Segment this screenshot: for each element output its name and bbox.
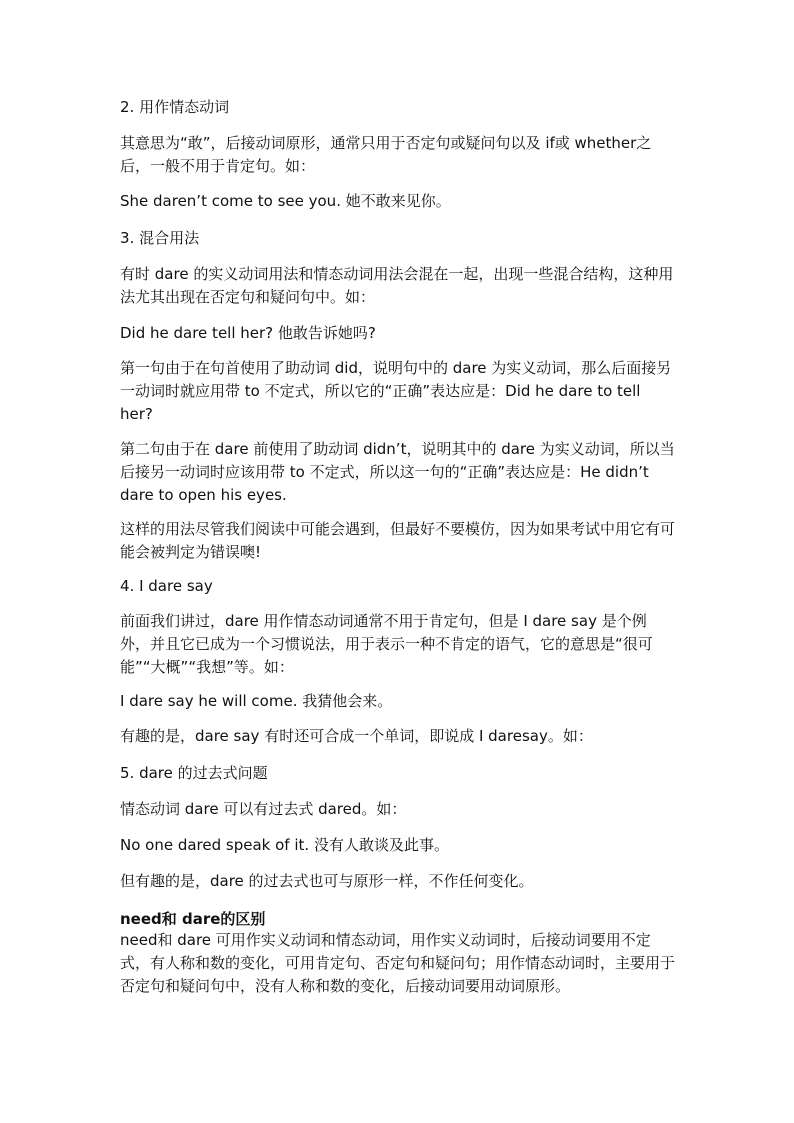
heading-i-dare-say: 4. I dare say xyxy=(120,577,213,595)
example-sentence-4: No one dared speak of it. 没有人敢谈及此事。 xyxy=(120,836,449,854)
paragraph-mixed: 有时 dare 的实义动词用法和情态动词用法会混在一起，出现一些混合结构，这种用法尤其出现在否定句和疑问句中。如： xyxy=(120,265,674,306)
heading-mixed-usage: 3. 混合用法 xyxy=(120,229,200,247)
section-body: need和 dare 可用作实义动词和情态动词，用作实义动词时，后接动词要用不定式，有人称和数的变化，可用肯定句、否定句和疑问句；用作情态动词时，主要用于否定句和疑问句中，没有人称和数的变化，后接动词要用动词原形。 xyxy=(120,931,676,995)
paragraph-past-tense: 情态动词 dare 可以有过去式 dared。如： xyxy=(120,800,407,818)
example-sentence-3: I dare say he will come. 我猜他会来。 xyxy=(120,692,393,710)
example-sentence-2: Did he dare tell her? 他敢告诉她吗? xyxy=(120,324,376,342)
heading-modal-usage: 2. 用作情态动词 xyxy=(120,98,230,116)
paragraph-daresay: 有趣的是，dare say 有时还可合成一个单词，即说成 I daresay。如： xyxy=(120,727,593,745)
paragraph-meaning: 其意思为“敢”，后接动词原形，通常只用于否定句或疑问句以及 if或 whether之后，一般不用于肯定句。如： xyxy=(120,134,652,175)
paragraph-advice: 这样的用法尽管我们阅读中可能会遇到，但最好不要模仿，因为如果考试中用它有可能会被判定为错误噢! xyxy=(120,520,676,561)
heading-past-tense: 5. dare 的过去式问题 xyxy=(120,764,268,782)
paragraph-second-sentence: 第二句由于在 dare 前使用了助动词 didn’t，说明其中的 dare 为实义动词，所以当后接另一动词时应该用带 to 不定式，所以这一句的“正确”表达应是：He didn’t dare to open his eyes. xyxy=(120,440,675,504)
section-title: need和 dare的区别 xyxy=(120,910,266,928)
paragraph-i-dare-say: 前面我们讲过，dare 用作情态动词通常不用于肯定句，但是 I dare say 是个例外，并且它已成为一个习惯说法，用于表示一种不肯定的语气，它的意思是“很可能”“大概”“我想”等。如： xyxy=(120,612,653,676)
paragraph-first-sentence: 第一句由于在句首使用了助动词 did，说明句中的 dare 为实义动词，那么后面接另一动词时就应用带 to 不定式，所以它的“正确”表达应是：Did he dare to tell her? xyxy=(120,359,672,423)
example-sentence-1: She daren’t come to see you. 她不敢来见你。 xyxy=(120,192,451,210)
paragraph-past-tense-note: 但有趣的是，dare 的过去式也可与原形一样，不作任何变化。 xyxy=(120,872,534,890)
